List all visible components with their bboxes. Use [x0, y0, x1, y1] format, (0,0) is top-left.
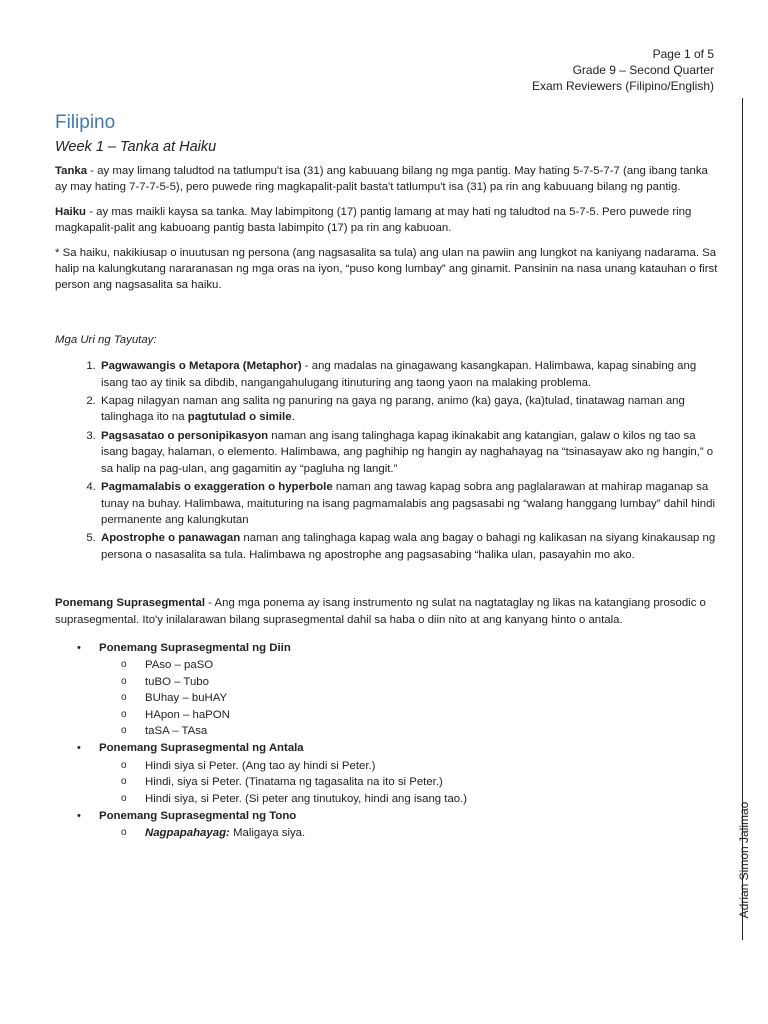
- tayutay-item: 2. Kapag nilagyan naman ang salita ng panuring na gaya ng parang, animo (ka) gaya, (ka)tulad, tinatawag naman ang talinghaga ito na pagtutulad o simile.: [99, 393, 721, 426]
- list-item: o HApon – haPON: [121, 707, 721, 723]
- circle-bullet-icon: o: [121, 776, 127, 788]
- circle-bullet-icon: o: [121, 659, 127, 671]
- list-item: o BUhay – buHAY: [121, 690, 721, 706]
- circle-bullet-icon: o: [121, 827, 127, 839]
- list-item: o Hindi siya si Peter. (Ang tao ay hindi si Peter.): [121, 758, 721, 774]
- ponema-list: [55, 640, 721, 842]
- tayutay-item: 3. Pagsasatao o personipikasyon naman ang isang talinghaga kapag ikinakabit ang katangian, galaw o kilos ng tao sa isang bagay, halaman, o elemento. Halimbawa, ang paghihip ng hangin ay naghahayag na “tsinasayaw ako ng hangin,” o sa halip na pag-ulan, ang gagamitin ay “pagluha ng langit.”: [99, 428, 721, 477]
- circle-bullet-icon: o: [121, 792, 127, 804]
- ponema-group-antala: [77, 740, 721, 807]
- ponema-group-tono: [77, 808, 721, 842]
- haiku-text: - ay mas maikli kaysa sa tanka. May labimpitong (17) pantig lamang at may hati ng taludtod na 5-7-5. Pero puwede ring magkapalit-palit ang kabuoang pantig basta labimpito (17) pa rin ang kabuoan.: [55, 205, 692, 235]
- grade-label: Grade 9 – Second Quarter: [572, 63, 714, 77]
- circle-bullet-icon: o: [121, 675, 127, 687]
- main-content: [55, 110, 721, 843]
- tanka-label: Tanka: [55, 165, 88, 177]
- bullet-icon: •: [77, 641, 81, 654]
- bullet-icon: •: [77, 810, 81, 822]
- tanka-paragraph: [55, 163, 721, 196]
- circle-bullet-icon: o: [121, 708, 127, 720]
- tono-examples: [99, 825, 721, 841]
- list-item: o Hindi, siya si Peter. (Tinatama ng tagasalita na ito si Peter.): [121, 774, 721, 790]
- ponema-group-title: Ponemang Suprasegmental ng Antala: [99, 742, 304, 755]
- ponema-paragraph: [55, 595, 721, 628]
- ponema-group-diin: [77, 640, 721, 739]
- diin-examples: [99, 657, 721, 739]
- ponema-group-title: Ponemang Suprasegmental ng Tono: [99, 810, 297, 822]
- antala-examples: [99, 758, 721, 807]
- tayutay-item: 5. Apostrophe o panawagan naman ang talinghaga kapag wala ang bagay o bahagi ng kalikasan na siyang kinakausap ng persona o nasasalita sa tula. Halimbawa ng apostrophe ang pagsasabing “halika ulan, pasayahin mo ako.: [99, 530, 721, 563]
- ponema-group-title: Ponemang Suprasegmental ng Diin: [99, 641, 291, 654]
- circle-bullet-icon: o: [121, 759, 127, 771]
- bullet-icon: •: [77, 742, 81, 755]
- list-item: o tuBO – Tubo: [121, 674, 721, 690]
- list-item: o PAso – paSO: [121, 657, 721, 673]
- ponema-text: - Ang mga ponema ay isang instrumento ng sulat na nagtataglay ng likas na katangiang prosodic o suprasegmental. Ito'y inilalarawan bilang suprasegmental dahil sa haba o diin nito at ang kanyang hinto o antala.: [55, 597, 706, 626]
- list-item: o Nagpapahayag: Maligaya siya.: [121, 825, 721, 841]
- haiku-label: Haiku: [55, 205, 87, 218]
- list-item: o Hindi siya, si Peter. (Si peter ang tinutukoy, hindi ang isang tao.): [121, 791, 721, 807]
- haiku-paragraph: [55, 204, 721, 237]
- tanka-text: - ay may limang taludtod na tatlumpu't isa (31) ang kabuuang bilang ng mga pantig. May hating 5-7-5-7-7 (ang ibang tanka ay may hating 7-7-7-5-5), pero puwede ring magkapalit-palit basta't tatlumpu't isa (31) pa rin ang kabuuang bilang ng pantig.: [55, 165, 708, 194]
- circle-bullet-icon: o: [121, 724, 127, 736]
- tayutay-heading: Mga Uri ng Tayutay:: [55, 333, 157, 346]
- ponema-label: Ponemang Suprasegmental: [55, 597, 206, 610]
- week-title: Week 1 – Tanka at Haiku: [55, 139, 217, 155]
- tayutay-item: 1. Pagwawangis o Metapora (Metaphor) - ang madalas na ginagawang kasangkapan. Halimbawa, kapag sinabing ang isang tao ay tinik sa dibdib, nangangahulugang itinuturing ang taong yaon na malaking problema.: [99, 358, 721, 391]
- tayutay-item: 4. Pagmamalabis o exaggeration o hyperbole naman ang tawag kapag sobra ang paglalarawan at mahirap maganap sa tunay na buhay. Halimbawa, maituturing na isang pagmamalabis ang pagsasabi ng “walang hanggang lumbay” dahil hindi permanente ang kalungkutan: [99, 479, 721, 528]
- author-name: Adrian Simon Jalimao: [737, 801, 751, 919]
- reviewer-label: Exam Reviewers (Filipino/English): [531, 79, 714, 93]
- haiku-note: * Sa haiku, nakikiusap o inuutusan ng persona (ang nagsasalita sa tula) ang ulan na pawiin ang lungkot na kaniyang nadarama. Sa halip na kalungkutang nararanasan ng mga oras na iyon, “puso kong lumbay” ang ginamit. Pansinin na nasa unang katauhan o first person ang nagsasalita sa haiku.: [55, 246, 718, 292]
- list-item: o taSA – TAsa: [121, 723, 721, 739]
- page-number: Page 1 of 5: [652, 47, 714, 61]
- circle-bullet-icon: o: [121, 692, 127, 704]
- tayutay-list: [55, 358, 721, 563]
- page-header: [532, 46, 714, 94]
- subject-title: Filipino: [55, 112, 116, 133]
